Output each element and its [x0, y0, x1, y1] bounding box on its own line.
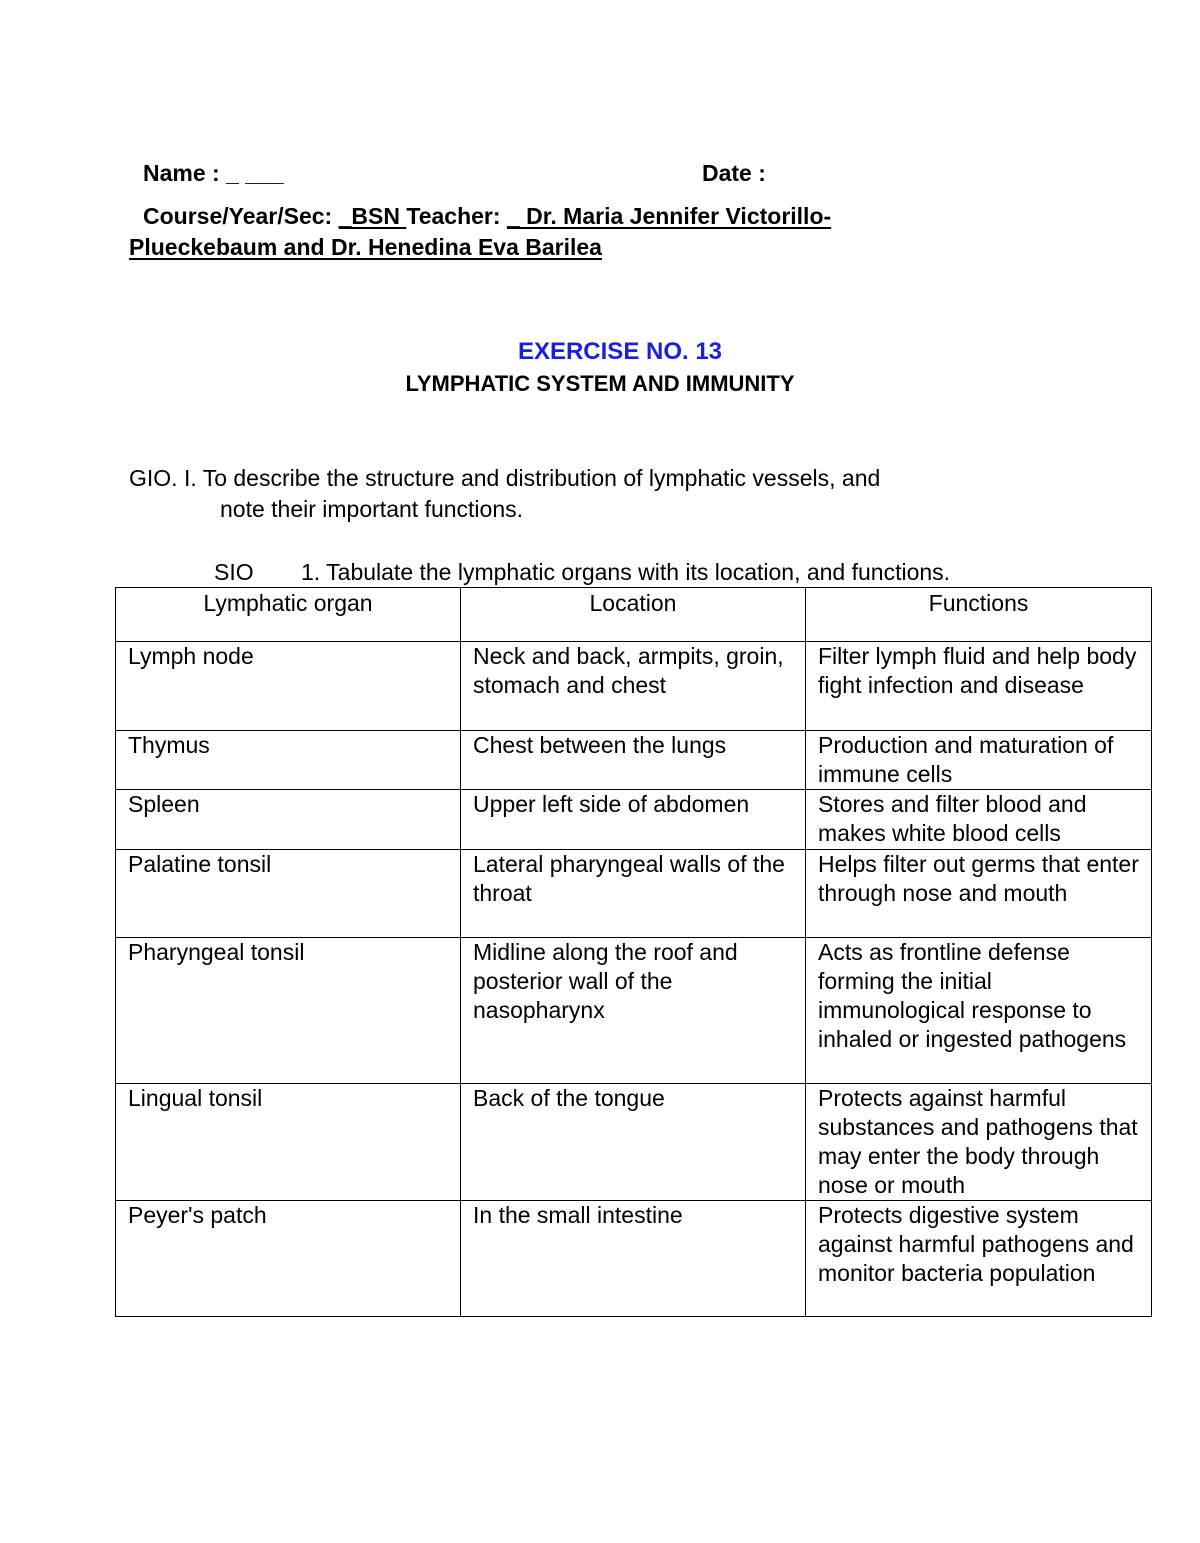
exercise-title: LYMPHATIC SYSTEM AND IMMUNITY — [405, 371, 795, 396]
location-cell: Lateral pharyngeal walls of the throat — [461, 850, 806, 938]
sio-text: 1. Tabulate the lymphatic organs with its location, and functions. — [301, 559, 951, 585]
location-cell: Neck and back, armpits, groin, stomach and chest — [461, 642, 806, 731]
function-cell: Production and maturation of immune cells — [806, 731, 1152, 790]
function-cell: Protects against harmful substances and pathogens that may enter the body through nose or mouth — [806, 1084, 1152, 1201]
lymphatic-organ-table — [115, 587, 1152, 1317]
function-cell: Stores and filter blood and makes white blood cells — [806, 790, 1152, 850]
organ-cell: Palatine tonsil — [116, 850, 461, 938]
organ-cell: Pharyngeal tonsil — [116, 938, 461, 1084]
name-label: Name : — [143, 160, 227, 186]
teacher-value-line2[interactable]: Plueckebaum and Dr. Henedina Eva Barilea — [129, 234, 602, 260]
course-value[interactable]: _BSN — [338, 203, 407, 229]
table-row — [116, 642, 1152, 731]
teacher-value-line1[interactable]: _ Dr. Maria Jennifer Victorillo- — [506, 203, 832, 229]
location-cell: Chest between the lungs — [461, 731, 806, 790]
location-cell: Upper left side of abdomen — [461, 790, 806, 850]
table-row — [116, 790, 1152, 850]
location-cell: In the small intestine — [461, 1201, 806, 1317]
column-header-organ: Lymphatic organ — [116, 588, 461, 642]
column-header-location: Location — [461, 588, 806, 642]
name-value[interactable]: _ ___ — [226, 160, 284, 186]
organ-cell: Spleen — [116, 790, 461, 850]
table-row — [116, 731, 1152, 790]
organ-cell: Lingual tonsil — [116, 1084, 461, 1201]
function-cell: Helps filter out germs that enter through nose and mouth — [806, 850, 1152, 938]
gio-line1: GIO. I. To describe the structure and distribution of lymphatic vessels, and — [129, 465, 881, 491]
location-cell: Back of the tongue — [461, 1084, 806, 1201]
table-row — [116, 1084, 1152, 1201]
organ-cell: Thymus — [116, 731, 461, 790]
name-field — [143, 160, 284, 187]
location-cell: Midline along the roof and posterior wall of the nasopharynx — [461, 938, 806, 1084]
column-header-functions: Functions — [806, 588, 1152, 642]
function-cell: Filter lymph fluid and help body fight infection and disease — [806, 642, 1152, 731]
sio-label: SIO — [214, 559, 254, 585]
date-label: Date : — [702, 160, 766, 186]
table-row — [116, 1201, 1152, 1317]
course-teacher-line — [143, 203, 831, 230]
course-label: Course/Year/Sec: — [143, 203, 339, 229]
teacher-label: Teacher: — [406, 203, 507, 229]
table-header-row — [116, 588, 1152, 642]
exercise-number: EXERCISE NO. 13 — [517, 338, 723, 365]
table-row — [116, 850, 1152, 938]
organ-cell: Peyer's patch — [116, 1201, 461, 1317]
gio-line2: note their important functions. — [220, 496, 523, 522]
function-cell: Acts as frontline defense forming the initial immunological response to inhaled or ingested pathogens — [806, 938, 1152, 1084]
function-cell: Protects digestive system against harmful pathogens and monitor bacteria population — [806, 1201, 1152, 1317]
organ-cell: Lymph node — [116, 642, 461, 731]
table-row — [116, 938, 1152, 1084]
